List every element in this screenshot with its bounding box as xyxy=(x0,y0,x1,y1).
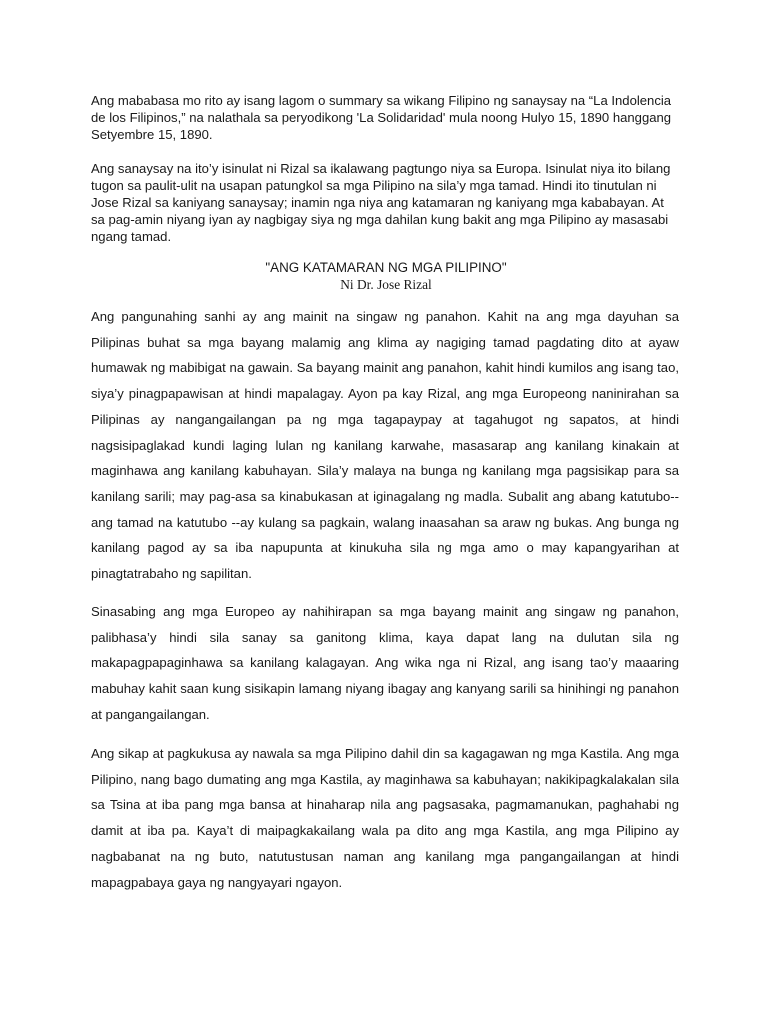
essay-heading xyxy=(91,259,681,293)
body-paragraph-1: Ang pangunahing sanhi ay ang mainit na singaw ng panahon. Kahit na ang mga dayuhan sa Pilipinas buhat sa mga bayang malamig ang klima ay nagiging tamad pagdating dito at ayaw humawak ng mabibigat na gawain. Sa bayang mainit ang panahon, kahit hindi kumilos ang isang tao, siya’y pinagpapawisan at hindi mapalagay. Ayon pa kay Rizal, ang mga Europeong naninirahan sa Pilipinas ay nangangailangan pa ng mga tagapaypay at tagahugot ng sapatos, at hindi nagsisipaglakad kundi laging lulan ng kanilang karwahe, masasarap ang kanilang kinakain at maginhawa ang kanilang kabuhayan. Sila’y malaya na bunga ng kanilang mga pagsisikap para sa kanilang sarili; may pag-asa sa kinabukasan at iginagalang ng madla. Subalit ang abang katutubo-- ang tamad na katutubo --ay kulang sa pagkain, walang inaasahan sa araw ng bukas. Ang bunga ng kanilang pagod ay sa iba napupunta at kinukuha sila ng mga amo o may kapangyarihan at pinagtatrabaho ng sapilitan. xyxy=(91,309,679,582)
body-paragraph-3: Ang sikap at pagkukusa ay nawala sa mga Pilipino dahil din sa kagagawan ng mga Kastila. Ang mga Pilipino, nang bago dumating ang mga Kastila, ay maginhawa sa kabuhayan; nakikipagkalakalan sila sa Tsina at iba pang mga bansa at hinaharap nila ang pagsasaka, pagmamanukan, paghahabi ng damit at iba pa. Kaya’t di maipagkakailang wala pa dito ang mga Kastila, ang mga Pilipino ay nagbabanat na ng buto, natutustusan naman ang kanilang mga pangangailangan at hindi mapagpabaya gaya ng nangyayari ngayon. xyxy=(91,746,679,890)
intro-paragraph-2: Ang sanaysay na ito’y isinulat ni Rizal sa ikalawang pagtungo niya sa Europa. Isinulat niya ito bilang tugon sa paulit-ulit na usapan patungkol sa mga Pilipino na sila’y mga tamad. Hindi ito tinutulan ni Jose Rizal sa kaniyang sanaysay; inamin nga niya ang katamaran ng kaniyang mga kababayan. At sa pag-amin niyang iyan ay nagbigay siya ng mga dahilan kung bakit ang mga Pilipino ay masasabi ngang tamad. xyxy=(91,161,671,244)
body-paragraph-2: Sinasabing ang mga Europeo ay nahihirapan sa mga bayang mainit ang singaw ng panahon, palibhasa’y hindi sila sanay sa ganitong klima, kaya dapat lang na dulutan sila ng makapagpapaginhawa sa kanilang kalagayan. Ang wika nga ni Rizal, ang isang tao’y maaaring mabuhay kahit saan kung sisikapin lamang niyang ibagay ang kanyang sarili sa hinihingi ng panahon at pangangailangan. xyxy=(91,604,679,722)
essay-author: Ni Dr. Jose Rizal xyxy=(340,277,432,292)
essay-title: "ANG KATAMARAN NG MGA PILIPINO" xyxy=(265,260,507,275)
intro-paragraph-1: Ang mababasa mo rito ay isang lagom o summary sa wikang Filipino ng sanaysay na “La Indolencia de los Filipinos,” na nalathala sa peryodikong 'La Solidaridad' mula noong Hulyo 15, 1890 hanggang Setyembre 15, 1890. xyxy=(91,93,672,142)
